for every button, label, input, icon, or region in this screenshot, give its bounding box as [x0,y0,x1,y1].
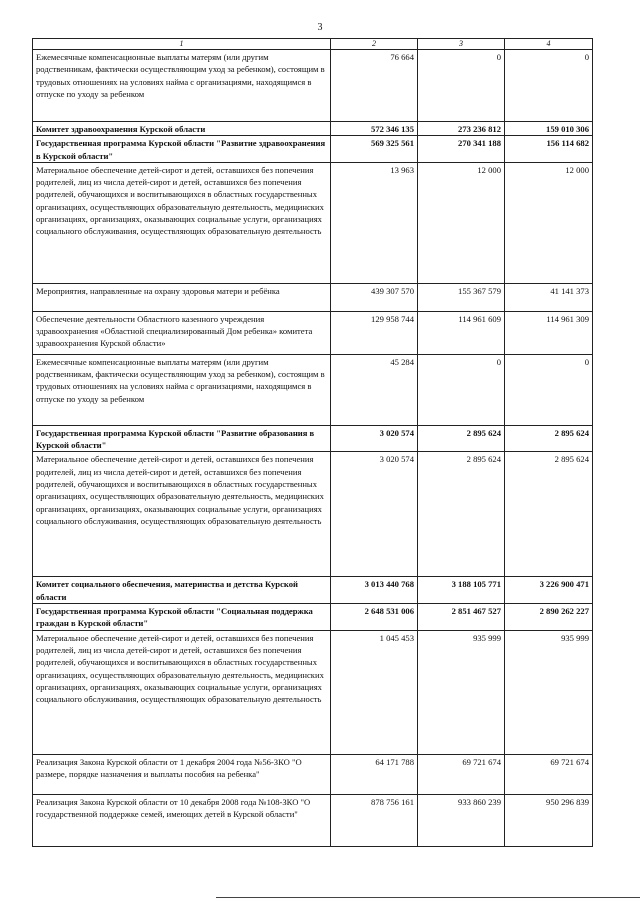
table-row-program [33,425,593,452]
table-row-program [33,604,593,631]
value-col-4: 0 [505,354,593,425]
value-col-2: 1 045 453 [331,630,418,754]
column-number-4: 4 [505,39,593,50]
table-row-section [33,577,593,604]
value-col-2: 2 648 531 006 [331,604,418,631]
row-label: Обеспечение деятельности Областного казенного учреждения здравоохранения «Областной специализированный Дом ребенка» комитета здравоохранения Курской области» [33,311,331,354]
value-col-2: 439 307 570 [331,283,418,311]
row-label: Мероприятия, направленные на охрану здоровья матери и ребёнка [33,283,331,311]
value-col-2: 45 284 [331,354,418,425]
value-col-3: 0 [418,354,505,425]
value-col-4: 2 895 624 [505,425,593,452]
value-col-3: 114 961 609 [418,311,505,354]
row-label: Ежемесячные компенсационные выплаты матерям (или другим родственникам, фактически осуществляющим уход за ребенком), состоящим в трудовых отношениях на условиях найма с организациями, находящимся в отпуске по уходу за ребенком [33,354,331,425]
column-number-1: 1 [33,39,331,50]
row-label: Реализация Закона Курской области от 1 декабря 2004 года №56-ЗКО "О размере, порядке назначения и выплаты пособия на ребенка" [33,754,331,794]
table-row [33,754,593,794]
table-row [33,311,593,354]
value-col-4: 2 895 624 [505,452,593,577]
row-label: Государственная программа Курской области "Развитие образования в Курской области" [33,425,331,452]
row-label: Комитет здравоохранения Курской области [33,122,331,136]
value-col-4: 935 999 [505,630,593,754]
value-col-2: 64 171 788 [331,754,418,794]
value-col-3: 69 721 674 [418,754,505,794]
value-col-4: 69 721 674 [505,754,593,794]
value-col-3: 12 000 [418,162,505,283]
value-col-2: 129 958 744 [331,311,418,354]
value-col-4: 0 [505,50,593,122]
table-row [33,283,593,311]
row-label: Материальное обеспечение детей-сирот и детей, оставшихся без попечения родителей, лиц из числа детей-сирот и детей, оставшихся без попечения родителей, обучающихся и воспитывающихся в областных государственных организациях, осуществляющих образовательную деятельность, медицинских организациях, организациях, оказывающих социальные услуги, организациях социального обслуживания, осуществляющих образовательную деятельность [33,162,331,283]
bottom-rule [216,897,640,898]
value-col-2: 13 963 [331,162,418,283]
value-col-2: 3 020 574 [331,425,418,452]
value-col-4: 41 141 373 [505,283,593,311]
value-col-2: 76 664 [331,50,418,122]
value-col-4: 12 000 [505,162,593,283]
value-col-4: 159 010 306 [505,122,593,136]
value-col-4: 114 961 309 [505,311,593,354]
table-row-section [33,122,593,136]
table-row [33,50,593,122]
row-label: Реализация Закона Курской области от 10 декабря 2008 года №108-ЗКО "О государственной поддержке семей, имеющих детей в Курской области" [33,794,331,846]
value-col-3: 155 367 579 [418,283,505,311]
value-col-4: 156 114 682 [505,136,593,163]
value-col-2: 3 013 440 768 [331,577,418,604]
column-number-3: 3 [418,39,505,50]
value-col-3: 2 851 467 527 [418,604,505,631]
row-label: Государственная программа Курской области "Социальная поддержка граждан в Курской области" [33,604,331,631]
budget-table [32,38,593,847]
table-row [33,794,593,846]
value-col-4: 2 890 262 227 [505,604,593,631]
table-row [33,452,593,577]
value-col-3: 0 [418,50,505,122]
table-row-program [33,136,593,163]
table-row [33,162,593,283]
table-row [33,630,593,754]
value-col-3: 933 860 239 [418,794,505,846]
value-col-2: 878 756 161 [331,794,418,846]
value-col-2: 3 020 574 [331,452,418,577]
value-col-3: 3 188 105 771 [418,577,505,604]
row-label: Государственная программа Курской области "Развитие здравоохранения в Курской области" [33,136,331,163]
value-col-4: 3 226 900 471 [505,577,593,604]
value-col-3: 270 341 188 [418,136,505,163]
row-label: Материальное обеспечение детей-сирот и детей, оставшихся без попечения родителей, лиц из числа детей-сирот и детей, оставшихся без попечения родителей, обучающихся и воспитывающихся в областных государственных организациях, осуществляющих образовательную деятельность, медицинских организациях, организациях, оказывающих социальные услуги, организациях социального обслуживания, осуществляющих образовательную деятельность [33,452,331,577]
column-number-row [33,39,593,50]
value-col-3: 2 895 624 [418,452,505,577]
value-col-3: 935 999 [418,630,505,754]
page-number: 3 [317,22,323,33]
row-label: Ежемесячные компенсационные выплаты матерям (или другим родственникам, фактически осуществляющим уход за ребенком), состоящим в трудовых отношениях на условиях найма с организациями, находящимся в отпуске по уходу за ребенком [33,50,331,122]
row-label: Материальное обеспечение детей-сирот и детей, оставшихся без попечения родителей, лиц из числа детей-сирот и детей, оставшихся без попечения родителей, обучающихся и воспитывающихся в областных государственных организациях, осуществляющих образовательную деятельность, медицинских организациях, организациях, оказывающих социальные услуги, организациях социального обслуживания, осуществляющих образовательную деятельность [33,630,331,754]
column-number-2: 2 [331,39,418,50]
value-col-4: 950 296 839 [505,794,593,846]
value-col-3: 273 236 812 [418,122,505,136]
value-col-3: 2 895 624 [418,425,505,452]
value-col-2: 572 346 135 [331,122,418,136]
row-label: Комитет социального обеспечения, материнства и детства Курской области [33,577,331,604]
value-col-2: 569 325 561 [331,136,418,163]
table-row [33,354,593,425]
